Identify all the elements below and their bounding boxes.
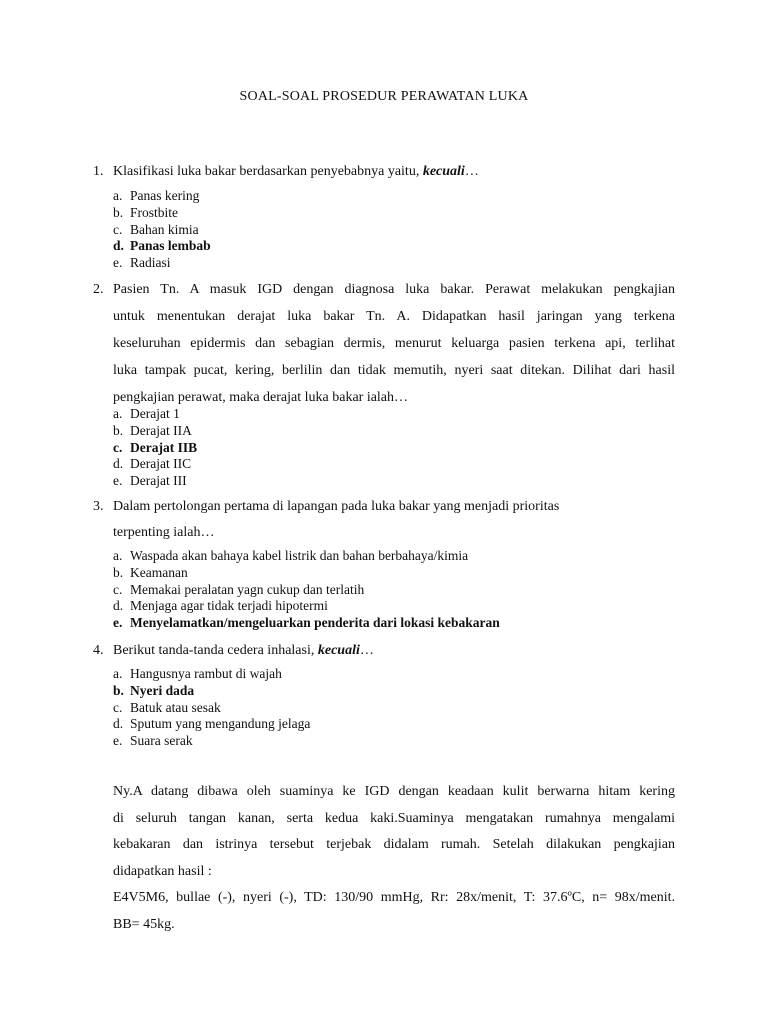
- question-1-options: [113, 188, 211, 272]
- question-3: 3. Dalam pertolongan pertama di lapangan pada luka bakar yang menjadi prioritas terpenting ialah…: [93, 494, 675, 546]
- option-2a: a. Derajat 1: [113, 406, 180, 421]
- question-4-options: [113, 666, 310, 750]
- option-2d: d. Derajat IIC: [113, 456, 192, 472]
- option-1e: e. Radiasi: [113, 255, 171, 271]
- question-4-number: 4.: [93, 643, 104, 658]
- question-4-ellipsis: …: [359, 643, 374, 658]
- question-1-text: Klasifikasi luka bakar berdasarkan penyebabnya yaitu,: [113, 164, 423, 179]
- question-4-emphasis: kecuali: [317, 643, 360, 658]
- document-title: SOAL-SOAL PROSEDUR PERAWATAN LUKA: [239, 89, 529, 104]
- question-3-options: [113, 548, 500, 632]
- option-1b: b. Frostbite: [113, 204, 179, 220]
- option-3b: b. Keamanan: [113, 564, 188, 580]
- option-4c: c. Batuk atau sesak: [113, 699, 221, 715]
- option-3a: a. Waspada akan bahaya kabel listrik dan bahan berbahaya/kimia: [113, 548, 469, 563]
- option-4a: a. Hangusnya rambut di wajah: [113, 666, 282, 681]
- question-1-ellipsis: …: [464, 164, 479, 179]
- case-paragraph: Ny.A datang dibawa oleh suaminya ke IGD dengan keadaan kulit berwarna hitam kering di seluruh tangan kanan, serta kedua kaki.Suaminya mengatakan rumahnya mengalami kebakaran dan istrinya tersebut terjebak didalam rumah. Setelah dilakukan pengkajian didapatkan hasil : E4V5M6, bullae (-), nyeri (-), TD: 130/90 mmHg, Rr: 28x/menit, T: 37.6ºC, n= 98x/menit. BB= 45kg.: [113, 784, 675, 932]
- option-2c-answer: c. Derajat IIB: [113, 439, 198, 455]
- question-2-number: 2.: [93, 282, 104, 297]
- question-1-number: 1.: [93, 164, 104, 179]
- question-3-number: 3.: [93, 499, 104, 514]
- option-1a: a. Panas kering: [113, 188, 200, 203]
- question-2-options: [113, 406, 197, 490]
- option-3e-answer: e. Menyelamatkan/mengeluarkan penderita dari lokasi kebakaran: [113, 615, 500, 631]
- option-3d: d. Menjaga agar tidak terjadi hipotermi: [113, 598, 328, 614]
- question-4: [93, 638, 675, 663]
- question-4-text: Berikut tanda-tanda cedera inhalasi,: [113, 643, 318, 658]
- question-2: 2. Pasien Tn. A masuk IGD dengan diagnosa luka bakar. Perawat melakukan pengkajian untuk menentukan derajat luka bakar Tn. A. Didapatkan hasil jaringan yang terkena keseluruhan epidermis dan sebagian dermis, menurut keluarga pasien terkena api, terlihat luka tampak pucat, kering, berlilin dan tidak memutih, nyeri saat ditekan. Dilihat dari hasil pengkajian perawat, maka derajat luka bakar ialah…: [93, 276, 675, 411]
- option-4b-answer: b. Nyeri dada: [113, 682, 195, 698]
- question-1: [93, 159, 675, 184]
- option-1c: c. Bahan kimia: [113, 221, 199, 237]
- option-2b: b. Derajat IIA: [113, 422, 192, 438]
- option-4e: e. Suara serak: [113, 733, 193, 749]
- option-4d: d. Sputum yang mengandung jelaga: [113, 716, 311, 732]
- option-1d-answer: d. Panas lembab: [113, 238, 211, 254]
- option-3c: c. Memakai peralatan yagn cukup dan terlatih: [113, 581, 365, 597]
- option-2e: e. Derajat III: [113, 473, 187, 489]
- question-1-emphasis: kecuali: [422, 164, 465, 179]
